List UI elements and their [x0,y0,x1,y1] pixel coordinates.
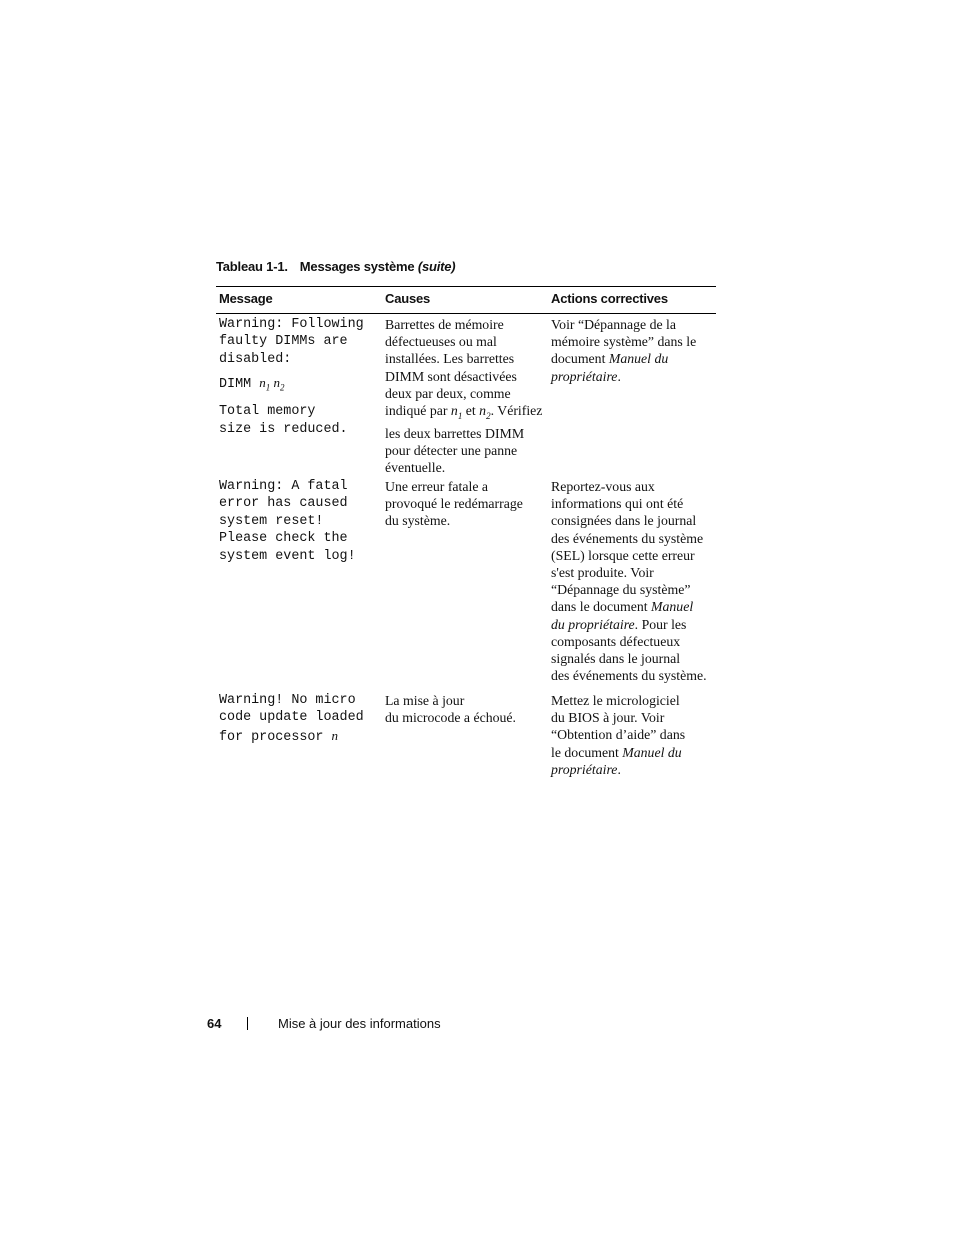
causes-cell: La mise à jour du microcode a échoué. [385,693,517,726]
table-caption [216,259,455,274]
manual-reference: Manuel du propriétaire [551,599,694,632]
actions-cell: Mettez le micrologiciel du BIOS à jour. Voir “Obtention d’aide” dans le document Manuel du propriétaire. [551,693,686,777]
header-actions: Actions correctives [551,291,668,306]
table-caption-suite: (suite) [417,259,456,274]
manual-reference: Manuel du propriétaire [551,351,669,384]
table-header [216,286,716,314]
footer-section-title: Mise à jour des informations [278,1016,441,1031]
manual-reference: Manuel du propriétaire [551,744,682,777]
header-message: Message [219,291,273,306]
message-cell [219,316,379,444]
message-text: Warning: A fatal error has caused system reset! Please check the system event log! [219,479,356,564]
message-text: Warning! No micro code update loaded for processor n [219,693,364,745]
table-caption-label: Tableau 1-1. [216,259,288,274]
message-cell [219,478,379,571]
causes-cell: Barrettes de mémoire défectueuses ou mal installées. Les barrettes DIMM sont désactivées deux par deux, comme indiqué par $n_1$ et $n_2$. Vérifiez les deux barrettes DIMM pour détecter une panne éventuelle. [385,317,543,476]
actions-cell: Voir “Dépannage de la mémoire système” dans le document Manuel du propriétaire. [551,317,697,384]
message-text: Warning: Following faulty DIMMs are disabled: [219,317,364,367]
header-causes: Causes [385,291,431,306]
messages-table [216,286,716,777]
actions-cell: Reportez-vous aux informations qui ont été consignées dans le journal des événements du système (SEL) lorsque cette erreur s'est produite. Voir “Dépannage du système” dans le document Manuel du propriétaire. Pour les composants défectueux signalés dans le journal des événements du système. [551,479,707,684]
message-dimm: DIMM $n_1$ $n_2$ [219,375,285,393]
message-text: Total memory size is reduced. [219,404,348,437]
table-caption-title: Messages système (suite) [299,259,456,274]
message-cell [219,692,379,752]
causes-cell: Une erreur fatale a provoqué le redémarrage du système. [385,479,523,529]
page-number: 64 [207,1016,222,1031]
footer-divider [247,1017,248,1030]
